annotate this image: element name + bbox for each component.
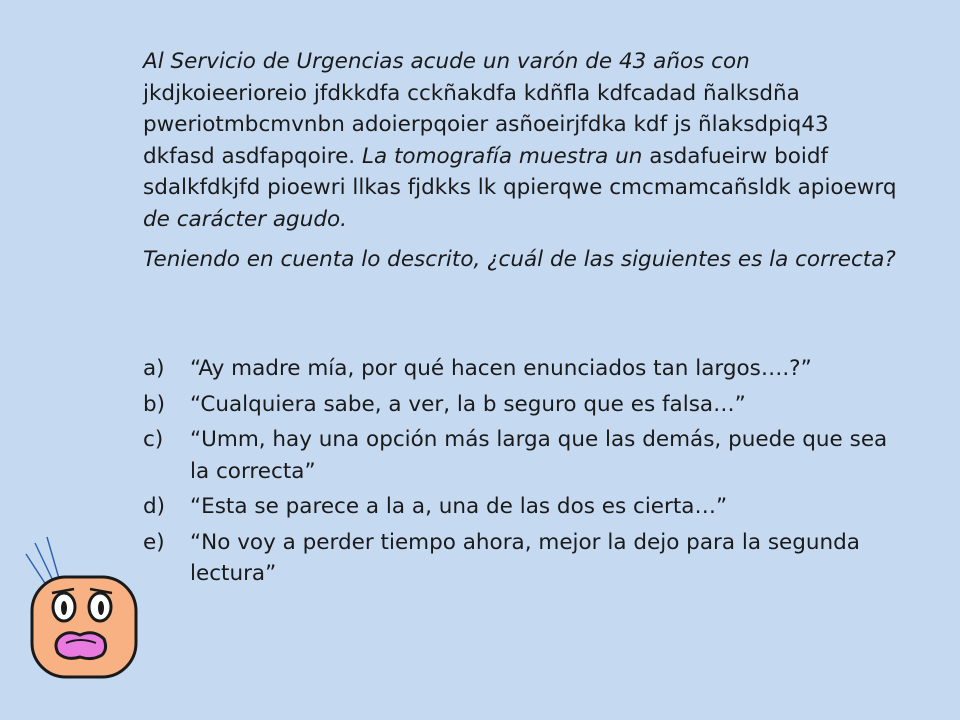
option-b [143,389,913,421]
answer-options [143,353,913,594]
option-d [143,491,913,523]
option-c [143,424,913,487]
stem-imaging: La tomografía muestra un [362,143,643,169]
option-letter: c) [143,427,164,452]
option-letter: a) [143,356,165,381]
option-letter: e) [143,529,165,555]
option-letter: d) [143,494,166,519]
option-text: “Ay madre mía, por qué hacen enunciados tan largos….?” [190,356,812,381]
option-text: “Cualquiera sabe, a ver, la b seguro que es falsa…” [190,391,746,417]
stem-conclusion: de carácter agudo. [143,206,347,232]
option-text: “No voy a perder tiempo ahora, mejor la dejo para la segunda lectura” [190,529,860,586]
option-e [143,527,913,590]
stem-gibberish-1: jkdjkoieerioreio jfdkkdfa cckñakdfa kdñfla kdfcadad ñalksdña pweriotmbcmvnbn adoierpqoier asñoeirjfdka kdf js ñlaksdpiq43 dkfasd asdfapqoire. [143,80,829,169]
case-stem [143,46,903,235]
option-a [143,353,913,385]
question-prompt: Teniendo en cuenta lo descrito, ¿cuál de las siguientes es la correcta? [143,247,896,272]
stem-gibberish-2: asdafueirw boidf sdalkfdkjfd pioewri llkas fjdkks lk qpierqwe cmcmamcañsldk apioewrq [143,143,897,200]
stressed-face-icon [22,535,147,685]
option-text: “Umm, hay una opción más larga que las demás, puede que sea la correcta” [190,427,888,484]
stem-intro: Al Servicio de Urgencias acude un varón de 43 años con [143,49,750,74]
option-text: “Esta se parece a la a, una de las dos es cierta…” [190,494,728,519]
option-letter: b) [143,391,166,417]
